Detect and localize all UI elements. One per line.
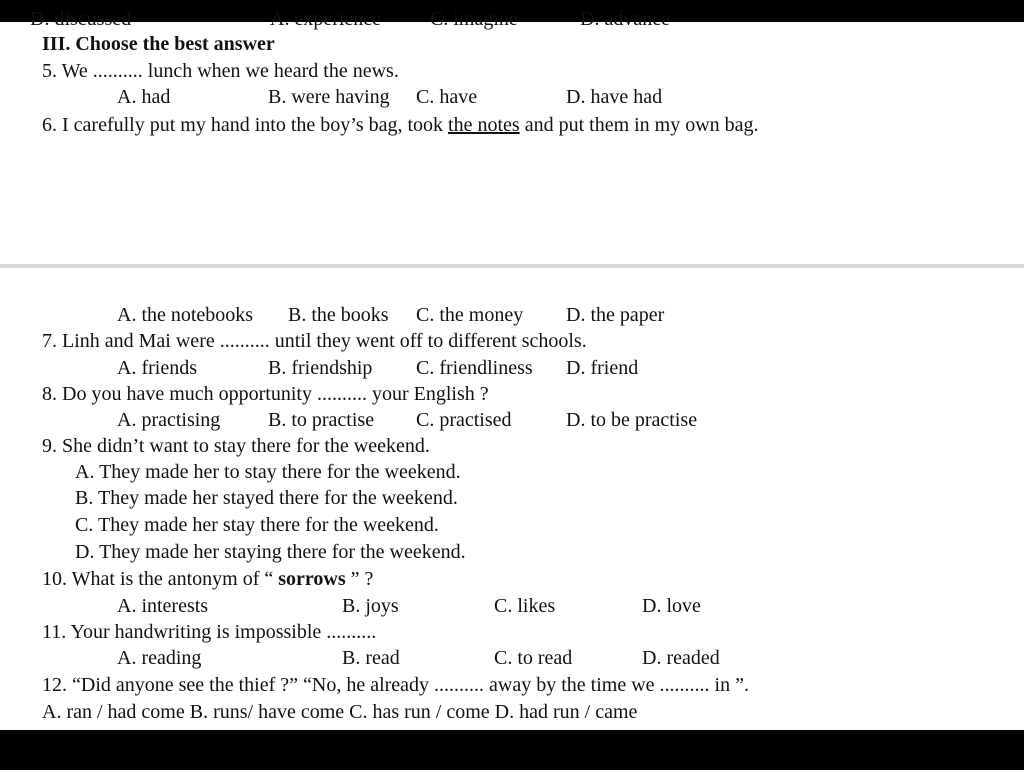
question-7-option-d: D. friend — [566, 357, 639, 379]
question-8-option-a: A. practising — [117, 409, 221, 431]
question-10-option-c: C. likes — [494, 595, 556, 617]
question-8-option-d: D. to be practise — [566, 409, 698, 431]
question-8-option-c: C. practised — [416, 409, 512, 431]
question-6-option-b: B. the books — [288, 304, 389, 326]
question-11-option-d: D. readed — [642, 647, 720, 669]
question-6-option-d: D. the paper — [566, 304, 665, 326]
question-5-option-d: D. have had — [566, 86, 663, 108]
section-title: III. Choose the best answer — [42, 33, 275, 55]
question-10-stem-start: 10. What is the antonym of “ — [42, 568, 279, 590]
question-6-stem-start: 6. I carefully put my hand into the boy’s bag, took — [42, 114, 449, 136]
clipped-prev-line-3: C. imagine — [430, 8, 518, 30]
question-7-stem: 7. Linh and Mai were .......... until they went off to different schools. — [42, 330, 587, 352]
question-5-stem: 5. We .......... lunch when we heard the news. — [42, 60, 399, 82]
question-12-stem: 12. “Did anyone see the thief ?” “No, he already .......... away by the time we .......... in ”. — [42, 674, 749, 696]
clipped-prev-line-4: D. advance — [580, 8, 670, 30]
clipped-prev-line-1: D. discussed — [30, 8, 132, 30]
question-11-stem: 11. Your handwriting is impossible .......... — [42, 621, 377, 643]
question-8-option-b: B. to practise — [268, 409, 375, 431]
question-10-option-b: B. joys — [342, 595, 399, 617]
question-5-option-a: A. had — [117, 86, 171, 108]
question-6-option-c: C. the money — [416, 304, 524, 326]
question-11-option-a: A. reading — [117, 647, 202, 669]
question-12-options: A. ran / had come B. runs/ have come C. has run / come D. had run / came — [42, 701, 638, 723]
question-7-option-c: C. friendliness — [416, 357, 533, 379]
question-8-stem: 8. Do you have much opportunity .......... your English ? — [42, 383, 489, 405]
question-11-option-c: C. to read — [494, 647, 573, 669]
clipped-prev-line-2: A. experience — [270, 8, 382, 30]
question-9-option-c: C. They made her stay there for the weekend. — [75, 514, 439, 536]
question-5-option-b: B. were having — [268, 86, 390, 108]
question-10-option-d: D. love — [642, 595, 701, 617]
question-7-option-a: A. friends — [117, 357, 197, 379]
document-page-top — [0, 8, 1024, 264]
question-9-option-b: B. They made her stayed there for the weekend. — [75, 487, 458, 509]
question-9-stem: 9. She didn’t want to stay there for the weekend. — [42, 435, 430, 457]
question-7-option-b: B. friendship — [268, 357, 373, 379]
question-10-stem-end: ” ? — [345, 568, 374, 590]
question-10-option-a: A. interests — [117, 595, 209, 617]
question-9-option-d: D. They made her staying there for the weekend. — [75, 541, 466, 563]
document-page-bottom — [0, 268, 1024, 730]
question-6-underlined-phrase: the notes — [448, 114, 520, 136]
question-6-stem-end: and put them in my own bag. — [519, 114, 759, 136]
question-10-stem — [42, 567, 373, 591]
question-9-option-a: A. They made her to stay there for the weekend. — [75, 461, 461, 483]
question-10-bold-word: sorrows — [278, 568, 346, 590]
question-11-option-b: B. read — [342, 647, 400, 669]
question-6-option-a: A. the notebooks — [117, 304, 254, 326]
question-5-option-c: C. have — [416, 86, 478, 108]
question-6-stem — [42, 113, 759, 137]
